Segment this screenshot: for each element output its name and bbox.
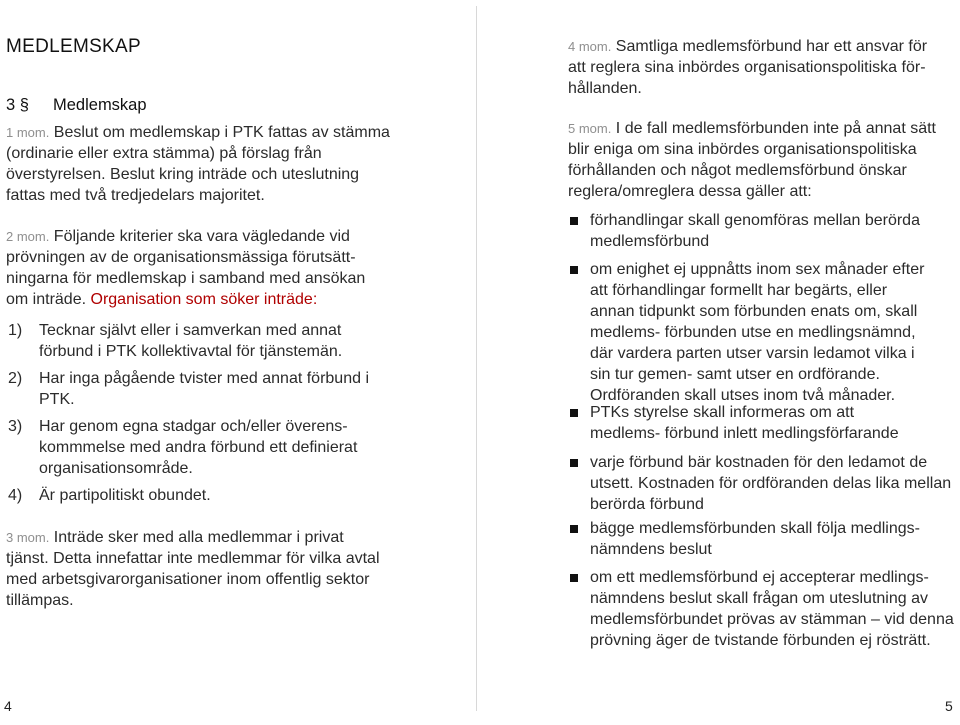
list-item-text: om ett medlemsförbund ej accepterar medlings- nämndens beslut skall frågan om uteslutning av medlemsförbundet prövas av stämman – vid denna prövning äger de tvistande förbunden ej rösträtt. xyxy=(590,569,954,649)
list-item-text: bägge medlemsförbunden skall följa medlings- nämndens beslut xyxy=(590,520,920,558)
bullet-square-icon xyxy=(570,574,578,582)
list-item xyxy=(568,402,928,444)
criteria-number: 4) xyxy=(8,487,23,504)
list-item xyxy=(568,567,958,651)
bullet-square-icon xyxy=(570,409,578,417)
section-name: Medlemskap xyxy=(53,96,147,114)
mom1-label: 1 mom. xyxy=(6,125,50,140)
mom4-label: 4 mom. xyxy=(568,39,612,54)
criteria-text: Har genom egna stadgar och/eller överens- kommmelse med andra förbund ett definierat organisationsområde. xyxy=(39,418,358,477)
section-number: 3 § xyxy=(6,96,29,114)
criteria-text: Är partipolitiskt obundet. xyxy=(39,487,211,504)
mom2-text: Följande kriterier ska vara vägledande vid prövningen av de organisationsmässiga förutsätt- ningarna för medlemskap i samband med ansökan om inträde. xyxy=(6,228,366,308)
page-number-right: 5 xyxy=(945,698,953,714)
bullet-square-icon xyxy=(570,266,578,274)
mom3-label: 3 mom. xyxy=(6,530,50,545)
list-item-text: om enighet ej uppnåtts inom sex månader efter att förhandlingar formellt har begärts, eller annan tidpunkt som förbunden enats om, skall medlems- förbunden utse en medlingsnämnd, där vardera parten utser varsin ledamot vilka i sin tur gemen- samt utser en ordförande. Ordföranden skall utses inom två månader. xyxy=(590,261,925,404)
mom2-text-highlight: Organisation som söker inträde: xyxy=(90,291,318,308)
list-item-text: PTKs styrelse skall informeras om att medlems- förbund inlett medlingsförfarande xyxy=(590,404,899,442)
criteria-item xyxy=(6,320,361,362)
mom5-label: 5 mom. xyxy=(568,121,612,136)
section-title xyxy=(6,96,147,115)
bullet-square-icon xyxy=(570,525,578,533)
page-divider xyxy=(476,6,477,711)
criteria-item xyxy=(6,416,381,479)
criteria-number: 2) xyxy=(8,370,23,387)
criteria-number: 3) xyxy=(8,418,23,435)
list-item xyxy=(568,259,928,406)
criteria-text: Har inga pågående tvister med annat förbund i PTK. xyxy=(39,370,369,408)
criteria-item xyxy=(6,368,391,410)
mom3-paragraph xyxy=(6,527,390,611)
list-item xyxy=(568,210,928,252)
list-item xyxy=(568,452,956,515)
mom1-text: Beslut om medlemskap i PTK fattas av stämma (ordinarie eller extra stämma) på förslag från överstyrelsen. Beslut kring inträde och uteslutning fattas med två tredjedelars majoritet. xyxy=(6,124,390,204)
mom5-text: I de fall medlemsförbunden inte på annat sätt blir eniga om sina inbördes organisationspolitiska förhållanden och något medlemsförbund önskar reglera/omreglera dessa gäller att: xyxy=(568,120,936,200)
criteria-text: Tecknar självt eller i samverkan med annat förbund i PTK kollektivavtal för tjänstemän. xyxy=(39,322,343,360)
bullet-square-icon xyxy=(570,217,578,225)
page-number-left: 4 xyxy=(4,698,12,714)
page-heading: MEDLEMSKAP xyxy=(6,36,141,57)
mom1-paragraph xyxy=(6,122,398,206)
mom2-label: 2 mom. xyxy=(6,229,50,244)
mom5-paragraph xyxy=(568,118,953,202)
bullet-square-icon xyxy=(570,459,578,467)
mom4-text: Samtliga medlemsförbund har ett ansvar för att reglera sina inbördes organisationspolitiska för- hållanden. xyxy=(568,38,928,97)
list-item-text: varje förbund bär kostnaden för den ledamot de utsett. Kostnaden för ordföranden delas lika mellan berörda förbund xyxy=(590,454,952,513)
criteria-item xyxy=(6,485,391,506)
mom4-paragraph xyxy=(568,36,948,99)
mom3-text: Inträde sker med alla medlemmar i privat tjänst. Detta innefattar inte medlemmar för vilka avtal med arbetsgivarorganisationer inom offentlig sektor tillämpas. xyxy=(6,529,380,609)
criteria-number: 1) xyxy=(8,322,23,339)
list-item xyxy=(568,518,928,560)
list-item-text: förhandlingar skall genomföras mellan berörda medlemsförbund xyxy=(590,212,920,250)
mom2-paragraph xyxy=(6,226,378,310)
